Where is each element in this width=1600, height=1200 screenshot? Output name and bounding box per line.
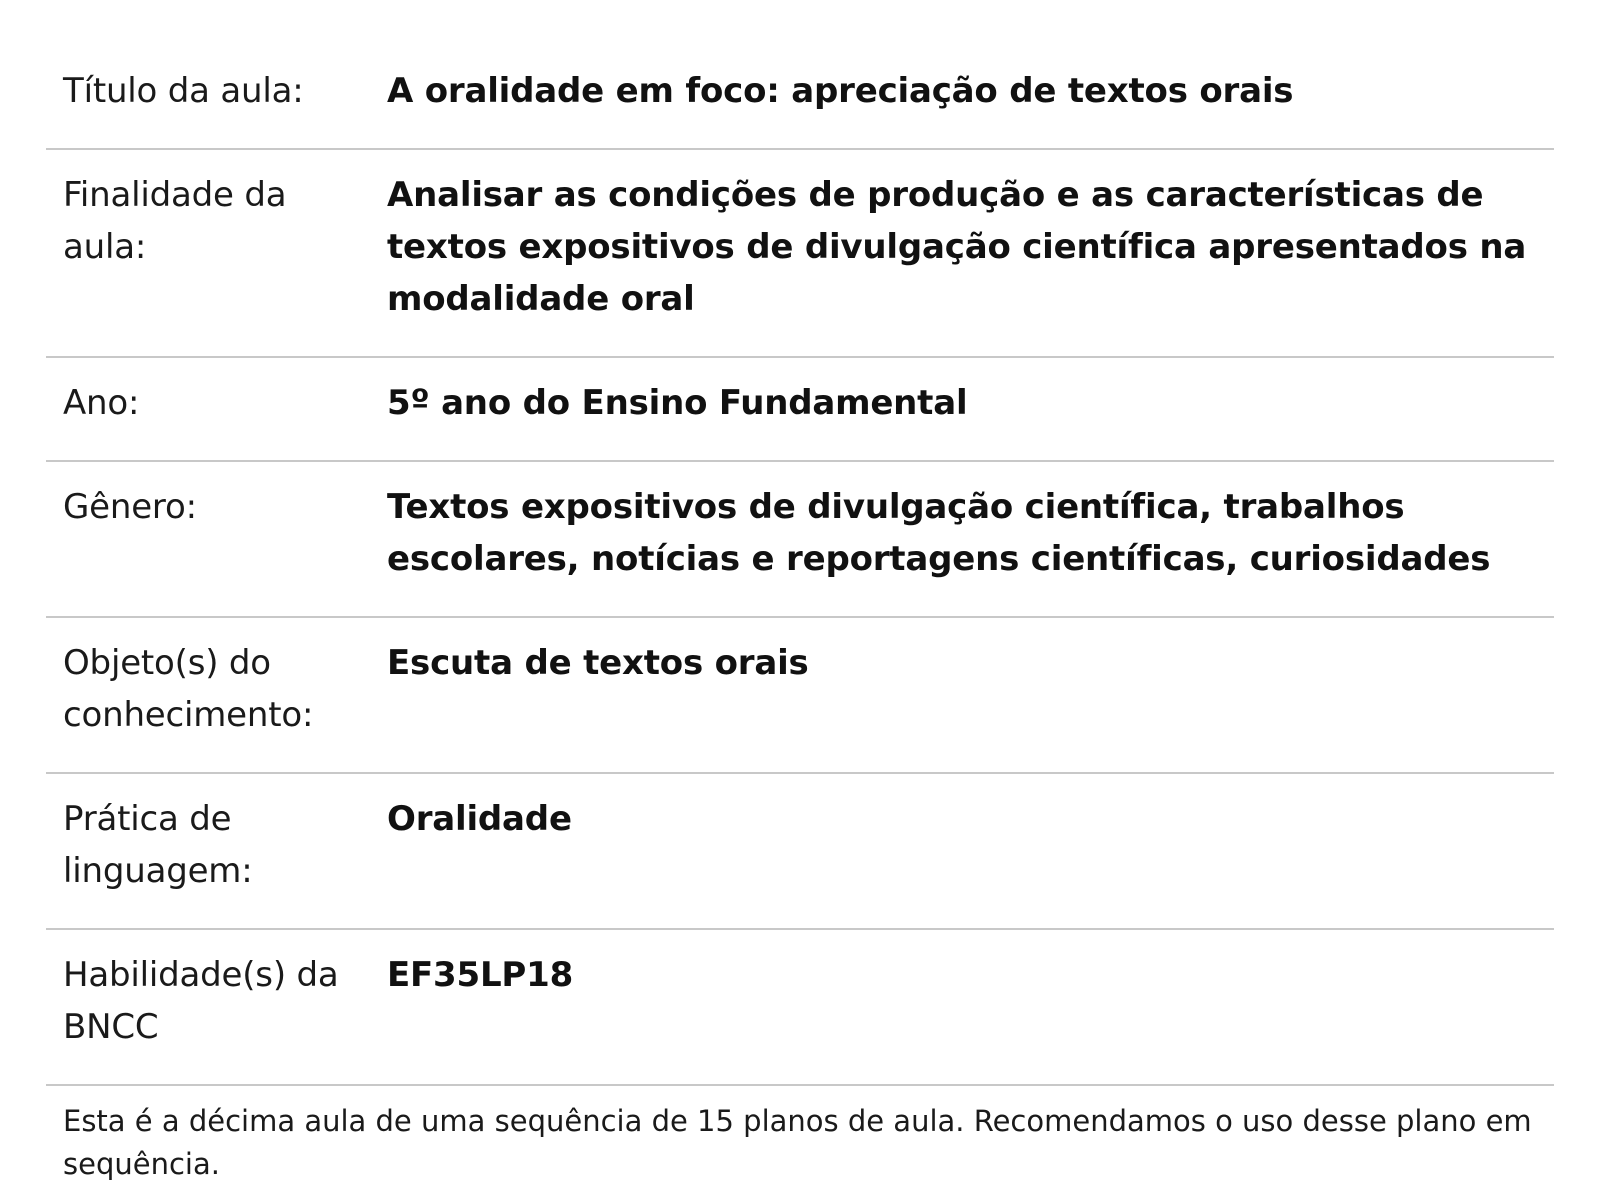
school-year-label: Ano: <box>63 383 140 423</box>
lesson-title-value: A oralidade em foco: apreciação de textos orais <box>387 71 1294 111</box>
row-lesson-title <box>46 46 1554 149</box>
knowledge-objects-value: Escuta de textos orais <box>387 643 809 683</box>
bncc-skills-label: Habilidade(s) da BNCC <box>63 955 339 1047</box>
bncc-skills-value: EF35LP18 <box>387 955 574 995</box>
sequence-footnote: Esta é a décima aula de uma sequência de 15 planos de aula. Recomendamos o uso desse plano em sequência. <box>63 1104 1532 1181</box>
row-genre <box>46 461 1554 617</box>
school-year-value: 5º ano do Ensino Fundamental <box>387 383 968 423</box>
row-bncc-skills <box>46 929 1554 1085</box>
row-language-practice <box>46 773 1554 929</box>
lesson-info-table <box>46 46 1554 1086</box>
genre-value: Textos expositivos de divulgação científica, trabalhos escolares, notícias e reportagens científicas, curiosidades <box>387 487 1491 579</box>
lesson-purpose-label: Finalidade da aula: <box>63 175 287 267</box>
lesson-purpose-value: Analisar as condições de produção e as características de textos expositivos de divulgação científica apresentados na modalidade oral <box>387 175 1527 319</box>
language-practice-value: Oralidade <box>387 799 572 839</box>
row-lesson-purpose <box>46 149 1554 357</box>
row-school-year <box>46 357 1554 461</box>
genre-label: Gênero: <box>63 487 197 527</box>
language-practice-label: Prática de linguagem: <box>63 799 253 891</box>
knowledge-objects-label: Objeto(s) do conhecimento: <box>63 643 314 735</box>
lesson-title-label: Título da aula: <box>63 71 304 111</box>
row-knowledge-objects <box>46 617 1554 773</box>
